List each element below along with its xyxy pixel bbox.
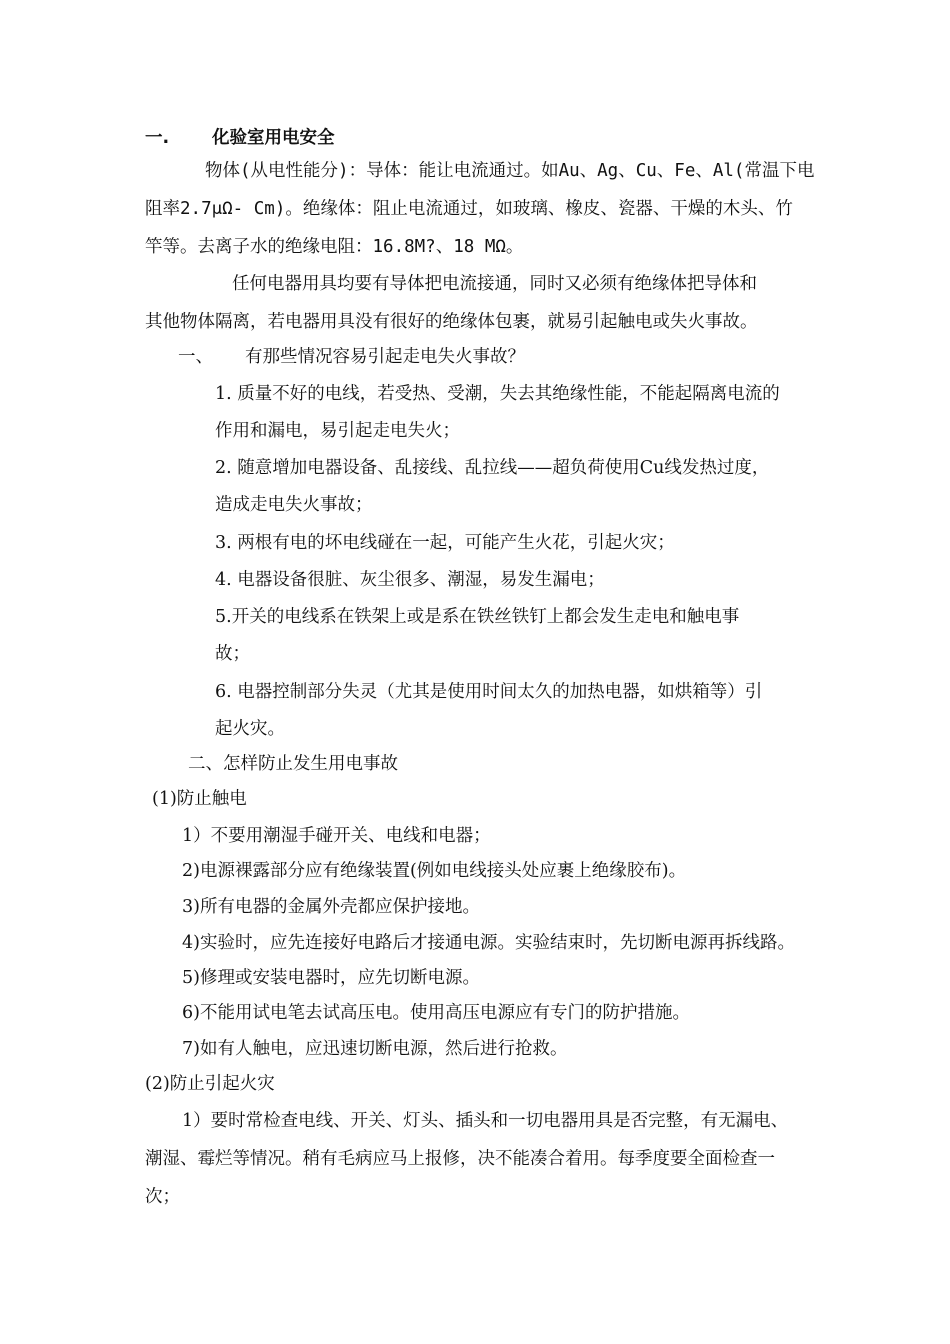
sub1-item-1: 1）不要用潮湿手碰开关、电线和电器；	[182, 826, 491, 846]
para2-line-2: 其他物体隔离，若电器用具没有很好的绝缘体包裹，就易引起触电或失火事故。	[145, 312, 758, 332]
list-item-4: 4. 电器设备很脏、灰尘很多、潮湿，易发生漏电；	[215, 570, 605, 590]
intro-line-3: 竿等。去离子水的绝缘电阻：16.8M?、18 MΩ。	[145, 237, 524, 257]
sub1-item-4: 4)实验时，应先连接好电路后才接通电源。实验结束时，先切断电源再拆线路。	[182, 933, 795, 953]
list-item-1-line-1: 1. 质量不好的电线，若受热、受潮，失去其绝缘性能，不能起隔离电流的	[215, 384, 780, 404]
list-item-6-line-1: 6. 电器控制部分失灵（尤其是使用时间太久的加热电器，如烘箱等）引	[215, 682, 763, 702]
sub1-title: (1)防止触电	[152, 789, 247, 809]
section2-title: 二、怎样防止发生用电事故	[188, 754, 398, 774]
list-item-6-line-2: 起火灾。	[215, 719, 285, 739]
sub2-item-1-line-1: 1）要时常检查电线、开关、灯头、插头和一切电器用具是否完整，有无漏电、	[182, 1111, 789, 1131]
list-item-3: 3. 两根有电的坏电线碰在一起，可能产生火花，引起火灾；	[215, 533, 675, 553]
intro-line-1: 物体(从电性能分)：导体：能让电流通过。如Au、Ag、Cu、Fe、Al(常温下电	[205, 161, 815, 181]
sub1-item-7: 7)如有人触电，应迅速切断电源，然后进行抢救。	[182, 1039, 568, 1059]
sub2-item-1-line-3: 次；	[145, 1187, 180, 1207]
list-item-2-line-2: 造成走电失火事故；	[215, 495, 373, 515]
heading-number: 一.	[145, 128, 170, 148]
sub2-title: (2)防止引起火灾	[145, 1074, 275, 1094]
para2-line-1: 任何电器用具均要有导体把电流接通，同时又必须有绝缘体把导体和	[232, 274, 757, 294]
list-item-5-line-2: 故；	[215, 644, 250, 664]
sub1-item-2: 2)电源裸露部分应有绝缘装置(例如电线接头处应裹上绝缘胶布)。	[182, 861, 687, 881]
list-item-1-line-2: 作用和漏电，易引起走电失火；	[215, 421, 460, 441]
list-item-2-line-1: 2. 随意增加电器设备、乱接线、乱拉线——超负荷使用Cu线发热过度，	[215, 458, 770, 478]
sub2-item-1-line-2: 潮湿、霉烂等情况。稍有毛病应马上报修，决不能凑合着用。每季度要全面检查一	[145, 1149, 775, 1169]
sub1-item-5: 5)修理或安装电器时，应先切断电源。	[182, 968, 480, 988]
sub1-item-6: 6)不能用试电笔去试高压电。使用高压电源应有专门的防护措施。	[182, 1003, 690, 1023]
intro-line-2: 阻率2.7μΩ- Cm)。绝缘体：阻止电流通过，如玻璃、橡皮、瓷器、干燥的木头、竹	[145, 199, 793, 219]
list-item-5-line-1: 5.开关的电线系在铁架上或是系在铁丝铁钉上都会发生走电和触电事	[215, 607, 740, 627]
section1-number: 一、	[178, 347, 213, 367]
page-title: 化验室用电安全	[212, 128, 335, 148]
section1-title: 有那些情况容易引起走电失火事故？	[245, 347, 525, 367]
sub1-item-3: 3)所有电器的金属外壳都应保护接地。	[182, 897, 480, 917]
